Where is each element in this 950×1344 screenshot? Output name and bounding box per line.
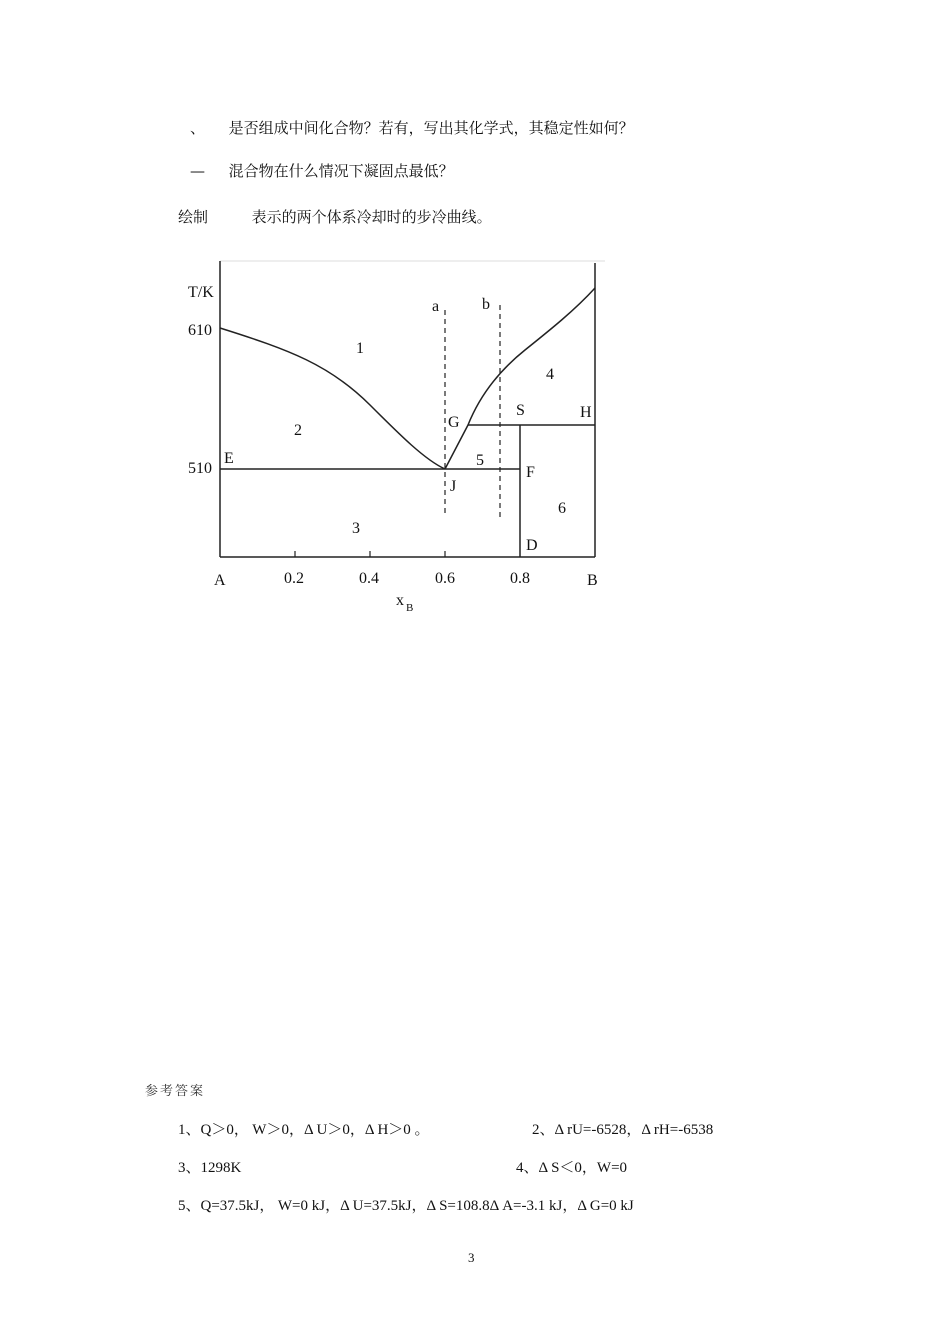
point-label-d: D: [526, 537, 538, 554]
answer-1: 1、Q＞0， W＞0，Δ U＞0，Δ H＞0 。: [178, 1122, 430, 1138]
phase-diagram: [180, 255, 610, 625]
point-label-j: J: [450, 478, 457, 495]
question-3-text: 表示的两个体系冷却时的步冷曲线。: [251, 208, 492, 226]
point-label-h: H: [580, 404, 592, 421]
question-1: [190, 117, 634, 138]
x-end-label-b: B: [587, 572, 598, 589]
region-label-5: 5: [476, 452, 484, 469]
region-label-2: 2: [294, 422, 302, 439]
x-tick-08: 0.8: [510, 570, 530, 587]
point-label-g: G: [448, 414, 460, 431]
answers-heading: 参考答案: [145, 1084, 206, 1099]
x-tick-02: 0.2: [284, 570, 304, 587]
x-tick-04: 0.4: [359, 570, 379, 587]
y-tick-610: 610: [188, 322, 212, 339]
question-1-marker: 、: [190, 119, 206, 137]
page-number: 3: [468, 1250, 475, 1265]
y-axis-label: T/K: [188, 284, 214, 301]
answer-4: 4、Δ S＜0，W=0: [516, 1160, 628, 1176]
question-1-text: 是否组成中间化合物？若有，写出其化学式，其稳定性如何？: [228, 119, 634, 137]
answer-3: 3、1298K: [178, 1160, 242, 1176]
region-label-4: 4: [546, 366, 554, 383]
point-label-e: E: [224, 450, 234, 467]
x-axis-label: x $_B$: [396, 592, 414, 614]
x-tick-06: 0.6: [435, 570, 455, 587]
answer-2: 2、Δ rU=-6528，Δ rH=-6538: [532, 1122, 714, 1138]
question-2: [190, 160, 454, 181]
region-label-3: 3: [352, 520, 360, 537]
point-label-s: S: [516, 402, 525, 419]
dashed-label-b: b: [482, 296, 490, 313]
point-label-f: F: [526, 464, 535, 481]
dashed-label-a: a: [432, 298, 440, 315]
x-end-label-a: A: [214, 572, 226, 589]
question-3-prefix: 绘制: [178, 208, 209, 226]
question-2-marker: —: [190, 162, 205, 180]
y-tick-510: 510: [188, 460, 212, 477]
region-label-6: 6: [558, 500, 566, 517]
region-label-1: 1: [356, 340, 364, 357]
question-2-text: 混合物在什么情况下凝固点最低？: [228, 162, 454, 180]
answer-5: 5、Q=37.5kJ， W=0 kJ，Δ U=37.5kJ，Δ S=108.8Δ A=-3.1 kJ，Δ G=0 kJ: [178, 1198, 634, 1214]
liquidus-left-curve: [220, 328, 445, 469]
question-3: [178, 206, 492, 227]
